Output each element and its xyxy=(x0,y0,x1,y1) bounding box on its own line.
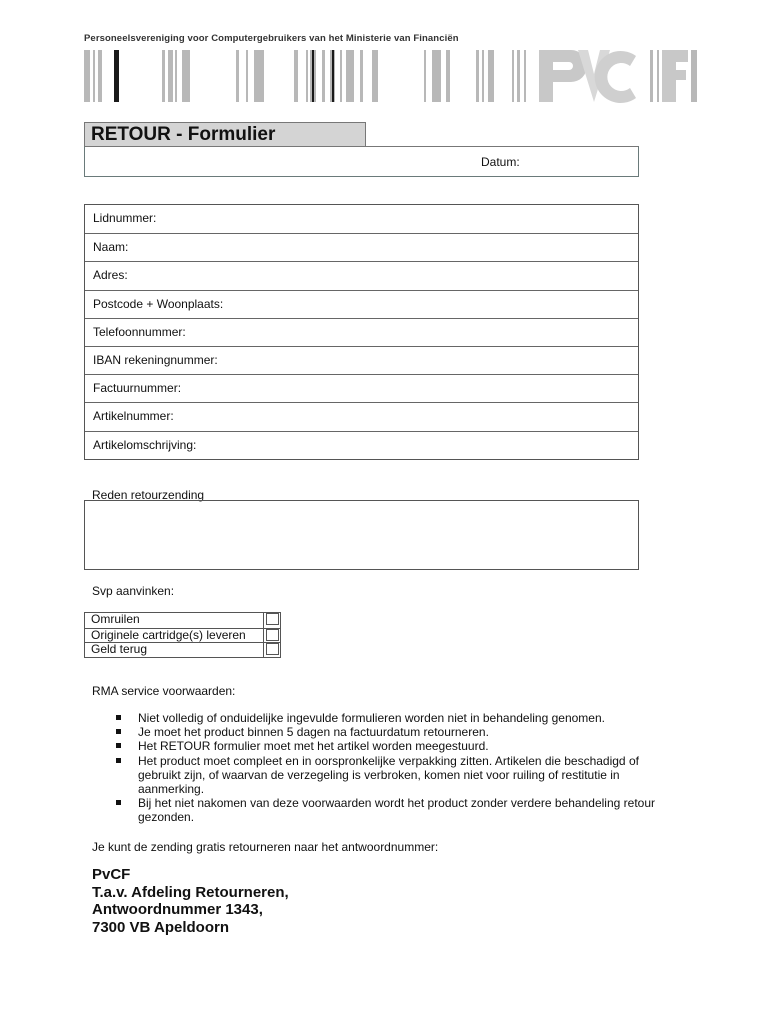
field-address[interactable]: Adres: xyxy=(85,261,638,289)
field-name[interactable]: Naam: xyxy=(85,233,638,261)
return-reason-label: Reden retourzending xyxy=(92,488,205,502)
return-address xyxy=(92,866,289,936)
field-member-number[interactable]: Lidnummer: xyxy=(93,211,157,225)
option-original-cartridge-checkbox[interactable] xyxy=(266,629,279,641)
bullet-icon xyxy=(116,715,121,720)
rule-text: Bij het niet nakomen van deze voorwaarden wordt het product zonder verdere behandeling retour gezonden. xyxy=(138,796,655,825)
bullet-icon xyxy=(116,729,121,734)
check-instruction: Svp aanvinken: xyxy=(92,584,175,598)
rule-text: Je moet het product binnen 5 dagen na factuurdatum retourneren. xyxy=(138,725,489,740)
date-label: Datum: xyxy=(481,155,520,169)
address-line: PvCF xyxy=(92,866,131,883)
option-exchange xyxy=(85,613,280,628)
bullet-icon xyxy=(116,743,121,748)
divider xyxy=(263,628,264,644)
rule-text: Niet volledig of onduidelijke ingevulde formulieren worden niet in behandeling genomen. xyxy=(138,711,605,725)
list-item xyxy=(114,796,674,824)
option-refund-label: Geld terug xyxy=(91,642,148,656)
field-article-description[interactable]: Artikelomschrijving: xyxy=(85,431,638,459)
list-item xyxy=(114,739,674,753)
rma-conditions-list xyxy=(114,711,674,825)
option-exchange-label: Omruilen xyxy=(91,612,140,626)
address-line: Antwoordnummer 1343, xyxy=(92,901,263,918)
rule-text: Het product moet compleet en in oorspronkelijke verpakking zitten. Artikelen die beschadigd of gebruikt zijn, of waarvan de verzegeling is verbroken, komen niet voor ruiling of restitutie in aanmerking. xyxy=(138,753,639,797)
bullet-icon xyxy=(116,800,121,805)
option-exchange-checkbox[interactable] xyxy=(266,613,279,625)
field-iban[interactable]: IBAN rekeningnummer: xyxy=(85,346,638,374)
option-original-cartridge-label: Originele cartridge(s) leveren xyxy=(91,627,246,642)
address-line: T.a.v. Afdeling Retourneren, xyxy=(92,883,289,901)
option-refund xyxy=(85,642,280,657)
list-item xyxy=(114,711,674,725)
form-title: RETOUR - Formulier xyxy=(91,124,276,145)
closing-text: Je kunt de zending gratis retourneren naar het antwoordnummer: xyxy=(92,840,439,854)
options-checklist xyxy=(84,612,281,658)
option-refund-checkbox[interactable] xyxy=(266,643,279,655)
divider xyxy=(263,612,264,629)
bullet-icon xyxy=(116,758,121,763)
field-postcode-city[interactable]: Postcode + Woonplaats: xyxy=(85,290,638,318)
return-reason-textarea[interactable] xyxy=(84,500,639,570)
list-item xyxy=(114,754,674,797)
field-invoice-number[interactable]: Factuurnummer: xyxy=(85,374,638,402)
rma-conditions-heading: RMA service voorwaarden: xyxy=(92,684,236,698)
organization-name: Personeelsvereniging voor Computergebruikers van het Ministerie van Financiën xyxy=(84,33,459,44)
date-field-box[interactable] xyxy=(84,146,639,177)
address-line: 7300 VB Apeldoorn xyxy=(92,918,229,936)
form-title-box xyxy=(84,122,366,146)
rule-text: Het RETOUR formulier moet met het artikel worden meegestuurd. xyxy=(138,739,489,754)
option-original-cartridge xyxy=(85,628,280,643)
divider xyxy=(263,642,264,658)
field-phone[interactable]: Telefoonnummer: xyxy=(85,318,638,346)
pvcf-logo-banner xyxy=(84,46,699,104)
list-item xyxy=(114,725,674,739)
member-info-table xyxy=(84,204,639,460)
field-article-number[interactable]: Artikelnummer: xyxy=(85,402,638,430)
